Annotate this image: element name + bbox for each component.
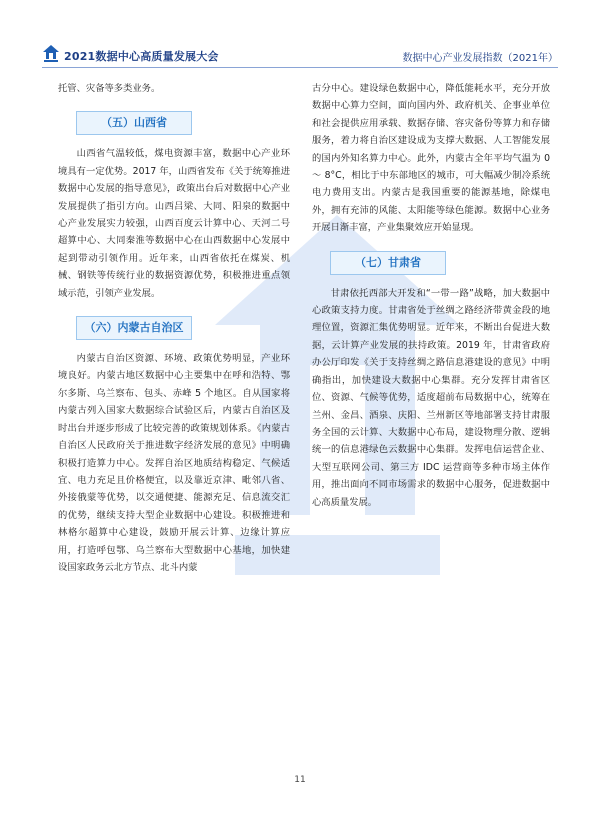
left-column — [58, 80, 290, 576]
page-header — [42, 44, 558, 66]
page-number: 11 — [294, 775, 306, 785]
header-divider — [42, 67, 558, 68]
section-heading-shanxi: （五）山西省 — [76, 111, 192, 135]
conference-title: 2021数据中心高质量发展大会 — [64, 50, 219, 63]
continued-paragraph-right: 古分中心。建设绿色数据中心，降低能耗水平，充分开放数据中心算力空间，面向国内外、政府机关、企事业单位和社会提供应用承载、数据存储、容灾备份等算力和存储服务，着力将自治区建设成为支撑大数据、人工智能发展的国内外知名算力中心。此外，内蒙古全年平均气温为 0 ～ 8°C，相比于中东部地区的城市，可大幅减少制冷系统电力费用支出。内蒙古是我国重要的能源基地，除煤电外，拥有充沛的风能、太阳能等绿色能源。数据中心业务开展日渐丰富，产业集聚效应开始显现。 — [312, 83, 550, 234]
continued-paragraph: 托管、灾备等多类业务。 — [58, 83, 161, 94]
conference-logo-icon — [42, 44, 60, 64]
section-body-shanxi: 山西省气温较低，煤电资源丰富，数据中心产业环境具有一定优势。2017 年，山西省发布《关于统筹推进数据中心发展的指导意见》，政策出台后对数据中心产业发展提供了指引方向。山西吕梁、大同、阳泉的数据中心产业发展实力较强，山西百度云计算中心、天河二号超算中心、大同秦淮等数据中心在山西数据中心发展中起到带动引领作用。近年来，山西省依托在煤炭、机械、钢铁等传统行业的数据资源优势，积极推进重点领域示范，引领产业发展。 — [58, 148, 290, 299]
section-heading-inner-mongolia: （六）内蒙古自治区 — [76, 316, 192, 340]
report-title: 数据中心产业发展指数（2021年） — [402, 53, 558, 64]
section-body-inner-mongolia: 内蒙古自治区资源、环境、政策优势明显，产业环境良好。内蒙古地区数据中心主要集中在呼和浩特、鄂尔多斯、乌兰察布、包头、赤峰 5 个地区。自从国家将内蒙古列入国家大数据综合试验区后，内蒙古自治区及时出台并逐步形成了比较完善的政策规划体系。《内蒙古自治区人民政府关于推进数字经济发展的意见》中明确积极打造算力中心。发挥自治区地质结构稳定、气候适宜、电力充足且价格便宜，以及靠近京津、毗邻八省、外接俄蒙等优势，以交通便捷、能源充足、信息流交汇的优势，继续支持大型企业数据中心建设。积极推进和林格尔超算中心建设，鼓励开展云计算、边缘计算应用，打造呼包鄂、乌兰察布大型数据中心基地，加快建设国家政务云北方节点、北斗内蒙 — [58, 353, 290, 573]
section-body-gansu: 甘肃依托西部大开发和“一带一路”战略，加大数据中心政策支持力度。甘肃省处于丝绸之路经济带黄金段的地理位置，资源汇集优势明显。近年来，不断出台促进大数据，云计算产业发展的扶持政策。2019 年，甘肃省政府办公厅印发《关于支持丝绸之路信息港建设的意见》中明确指出，加快建设大数据中心集群。充分发挥甘肃省区位、资源、气候等优势，适度超前布局数据中心，统筹在兰州、金昌、酒泉、庆阳、兰州新区等地部署支持甘肃服务全国的云计算、大数据中心布局，建设物理分散、逻辑统一的信息港绿色云数据中心集群。发挥电信运营企业、大型互联网公司、第三方 IDC 运营商等多种市场主体作用，推出面向不同市场需求的数据中心服务，促进数据中心高质量发展。 — [312, 287, 550, 508]
section-heading-gansu: （七）甘肃省 — [330, 251, 446, 275]
right-column — [312, 80, 550, 511]
